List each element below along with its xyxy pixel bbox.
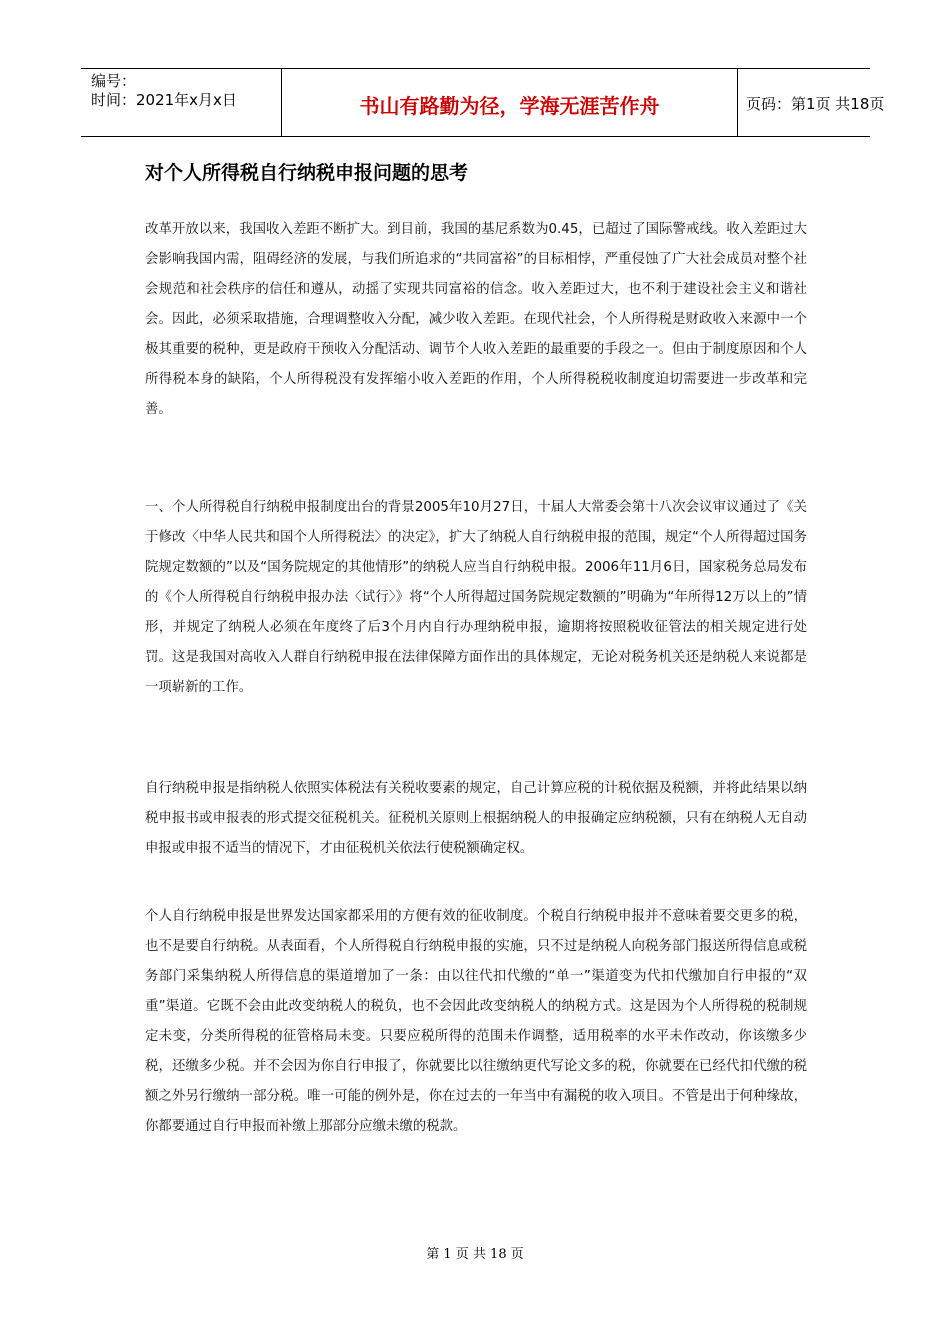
header-motto-cell [281,69,738,136]
document-time-label: 时间：2021年x月x日 [91,91,237,109]
header-page-code: 页码：第1页 共18页 [746,95,885,113]
page-footer: 第 1 页 共 18 页 [426,1247,524,1262]
header-info-cell [81,69,281,136]
page-header [81,68,885,137]
header-page-cell [738,69,885,136]
paragraph-definition: 自行纳税申报是指纳税人依照实体税法有关税收要素的规定，自己计算应税的计税依据及税额，并将此结果以纳税申报书或申报表的形式提交征税机关。征税机关原则上根据纳税人的申报确定应纳税额，只有在纳税人无自动申报或申报不适当的情况下，才由征税机关依法行使税额确定权。 [145,781,807,856]
paragraph-intro: 改革开放以来，我国收入差距不断扩大。到目前，我国的基尼系数为0.45，已超过了国际警戒线。收入差距过大会影响我国内需，阻碍经济的发展，与我们所追求的“共同富裕”的目标相悖，严重侵蚀了广大社会成员对整个社会规范和社会秩序的信任和遵从，动摇了实现共同富裕的信念。收入差距过大，也不利于建设社会主义和谐社会。因此，必须采取措施，合理调整收入分配，减少收入差距。在现代社会，个人所得税是财政收入来源中一个极其重要的税种，更是政府干预收入分配活动、调节个人收入差距的最重要的手段之一。但由于制度原因和个人所得税本身的缺陷，个人所得税没有发挥缩小收入差距的作用，个人所得税税收制度迫切需要进一步改革和完善。 [145,222,807,417]
document-number-label: 编号： [91,72,137,90]
header-motto: 书山有路勤为径，学海无涯苦作舟 [359,94,660,118]
paragraph-explanation: 个人自行纳税申报是世界发达国家都采用的方便有效的征收制度。个税自行纳税申报并不意味着要交更多的税，也不是要自行纳税。从表面看，个人所得税自行纳税申报的实施，只不过是纳税人向税务部门报送所得信息或税务部门采集纳税人所得信息的渠道增加了一条：由以往代扣代缴的“单一”渠道变为代扣代缴加自行申报的“双重”渠道。它既不会由此改变纳税人的税负，也不会因此改变纳税人的纳税方式。这是因为个人所得税的税制规定未变，分类所得税的征管格局未变。只要应税所得的范围未作调整，适用税率的水平未作改动，你该缴多少税，还缴多少税。并不会因为你自行申报了，你就要比以往缴纳更代写论文多的税，你就要在已经代扣代缴的税额之外另行缴纳一部分税。唯一可能的例外是，你在过去的一年当中有漏税的收入项目。不管是出于何种缘故，你都要通过自行申报而补缴上那部分应缴未缴的税款。 [145,909,807,1134]
paragraph-background: 一、个人所得税自行纳税申报制度出台的背景2005年10月27日，十届人大常委会第十八次会议审议通过了《关于修改〈中华人民共和国个人所得税法〉的决定》，扩大了纳税人自行纳税申报的范围，规定“个人所得超过国务院规定数额的”以及“国务院规定的其他情形”的纳税人应当自行纳税申报。2006年11月6日，国家税务总局发布的《个人所得税自行纳税申报办法〈试行〉》将“个人所得超过国务院规定数额的”明确为“年所得12万以上的”情形，并规定了纳税人必须在年度终了后3个月内自行办理纳税申报，逾期将按照税收征管法的相关规定进行处罚。这是我国对高收入人群自行纳税申报在法律保障方面作出的具体规定，无论对税务机关还是纳税人来说都是一项崭新的工作。 [145,500,807,695]
document-title: 对个人所得税自行纳税申报问题的思考 [145,162,469,184]
